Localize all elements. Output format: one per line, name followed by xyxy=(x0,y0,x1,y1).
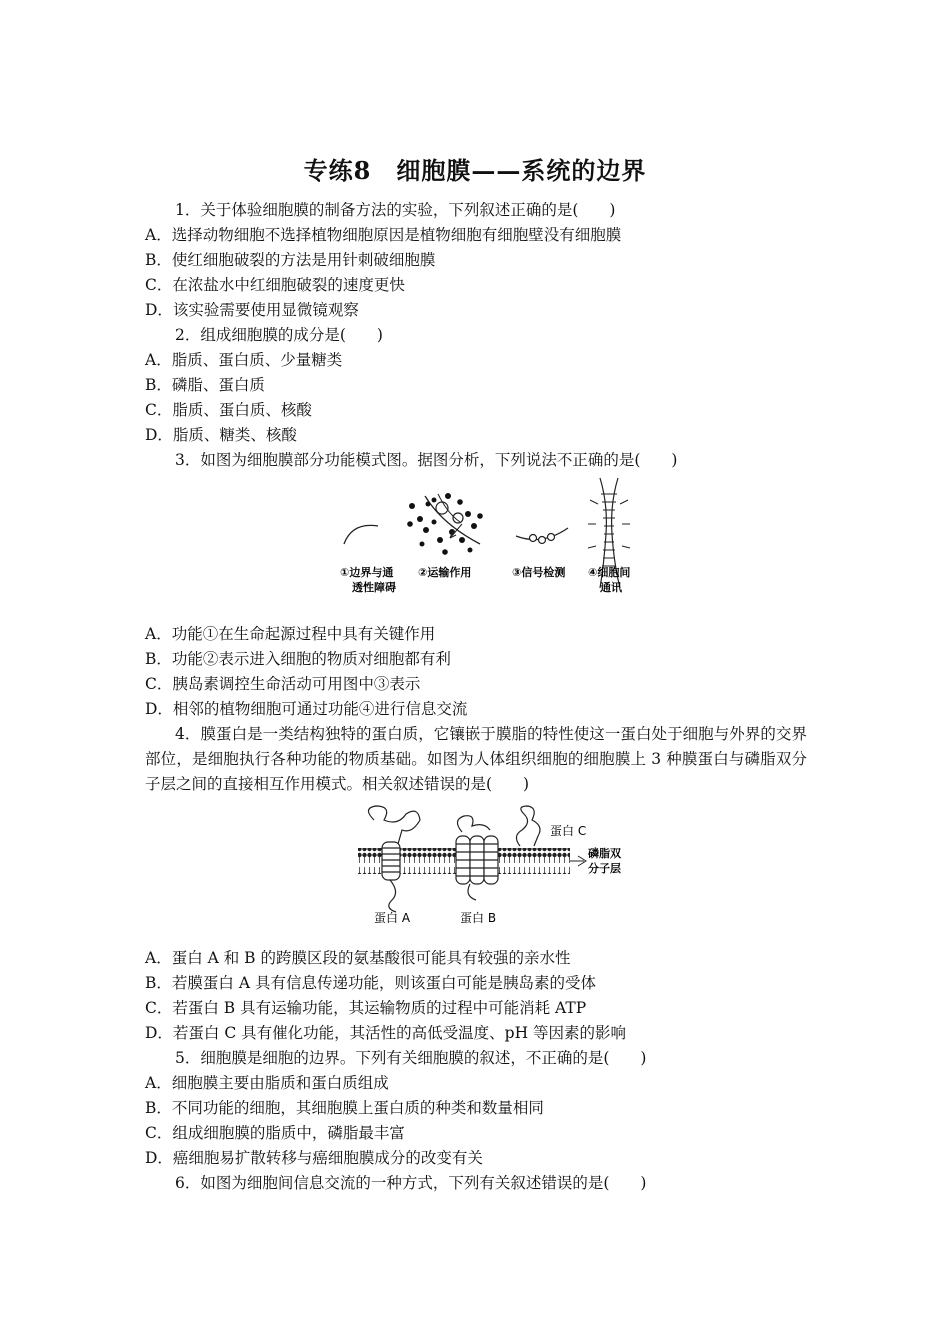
option-a: A．细胞膜主要由脂质和蛋白质组成 xyxy=(145,1074,389,1092)
question-3-options xyxy=(145,622,807,722)
signal-detection-panel xyxy=(516,528,568,544)
question-stem: 5．细胞膜是细胞的边界。下列有关细胞膜的叙述，不正确的是( ) xyxy=(175,1049,647,1067)
option-a: A．功能①在生命起源过程中具有关键作用 xyxy=(145,625,436,643)
question-2 xyxy=(145,323,807,448)
option-a: A．选择动物细胞不选择植物细胞原因是植物细胞有细胞壁没有细胞膜 xyxy=(145,226,622,244)
question-stem: 2．组成细胞膜的成分是( ) xyxy=(175,326,383,344)
label-protein-c: 蛋白 C xyxy=(550,824,587,838)
figure-label-2: ②运输作用 xyxy=(418,566,472,579)
question-5 xyxy=(145,1046,807,1171)
membrane-protein-figure xyxy=(352,800,652,930)
question-4-options xyxy=(145,946,807,1046)
label-bilayer-b: 分子层 xyxy=(588,862,621,875)
option-a: A．蛋白 A 和 B 的跨膜区段的氨基酸很可能具有较强的亲水性 xyxy=(145,949,571,967)
membrane-function-figure xyxy=(330,474,660,602)
protein-b xyxy=(456,816,498,900)
page-title: 专练8 细胞膜——系统的边界 xyxy=(303,156,647,185)
option-b: B．功能②表示进入细胞的物质对细胞都有利 xyxy=(145,650,451,668)
option-a: A．脂质、蛋白质、少量糖类 xyxy=(145,351,343,369)
option-d: D．脂质、糖类、核酸 xyxy=(145,426,297,444)
option-b: B．使红细胞破裂的方法是用针刺破细胞膜 xyxy=(145,251,436,269)
question-4 xyxy=(145,722,807,797)
option-d: D．癌细胞易扩散转移与癌细胞膜成分的改变有关 xyxy=(145,1149,483,1167)
figure-label-4b: 通讯 xyxy=(600,581,622,594)
question-1 xyxy=(145,198,807,323)
option-c: C．胰岛素调控生命活动可用图中③表示 xyxy=(145,675,421,693)
option-c: C．在浓盐水中红细胞破裂的速度更快 xyxy=(145,276,405,294)
figure-label-1a: ①边界与通 xyxy=(340,566,394,579)
option-b: B．磷脂、蛋白质 xyxy=(145,376,265,394)
option-c: C．脂质、蛋白质、核酸 xyxy=(145,401,312,419)
option-b: B．不同功能的细胞，其细胞膜上蛋白质的种类和数量相同 xyxy=(145,1099,544,1117)
protein-c xyxy=(516,806,540,846)
option-d: D．若蛋白 C 具有催化功能，其活性的高低受温度、pH 等因素的影响 xyxy=(145,1024,627,1042)
option-c: C．组成细胞膜的脂质中，磷脂最丰富 xyxy=(145,1124,405,1142)
option-d: D．相邻的植物细胞可通过功能④进行信息交流 xyxy=(145,700,468,718)
figure-label-3: ③信号检测 xyxy=(512,566,566,579)
question-stem: 3．如图为细胞膜部分功能模式图。据图分析，下列说法不正确的是( ) xyxy=(175,451,678,469)
label-protein-a: 蛋白 A xyxy=(374,911,411,925)
question-6 xyxy=(145,1171,807,1196)
option-b: B．若膜蛋白 A 具有信息传递功能，则该蛋白可能是胰岛素的受体 xyxy=(145,974,596,992)
figure-label-4a: ④细胞间 xyxy=(588,566,631,579)
label-protein-b: 蛋白 B xyxy=(460,911,497,925)
option-c: C．若蛋白 B 具有运输功能，其运输物质的过程中可能消耗 ATP xyxy=(145,999,587,1017)
transport-panel xyxy=(407,493,483,555)
question-stem: 1．关于体验细胞膜的制备方法的实验，下列叙述正确的是( ) xyxy=(175,201,616,219)
question-stem: 4．膜蛋白是一类结构独特的蛋白质，它镶嵌于膜脂的特性使这一蛋白处于细胞与外界的交界部位，是细胞执行各种功能的物质基础。如图为人体组织细胞的细胞膜上 3 种膜蛋白与磷脂双分子层之间的直接相互作用模式。相关叙述错误的是( ) xyxy=(145,725,807,793)
figure-label-1b: 透性障碍 xyxy=(352,581,396,594)
option-d: D．该实验需要使用显微镜观察 xyxy=(145,301,359,319)
question-stem: 6．如图为细胞间信息交流的一种方式，下列有关叙述错误的是( ) xyxy=(175,1174,647,1192)
question-3 xyxy=(145,448,807,473)
label-bilayer-a: 磷脂双 xyxy=(588,847,621,860)
